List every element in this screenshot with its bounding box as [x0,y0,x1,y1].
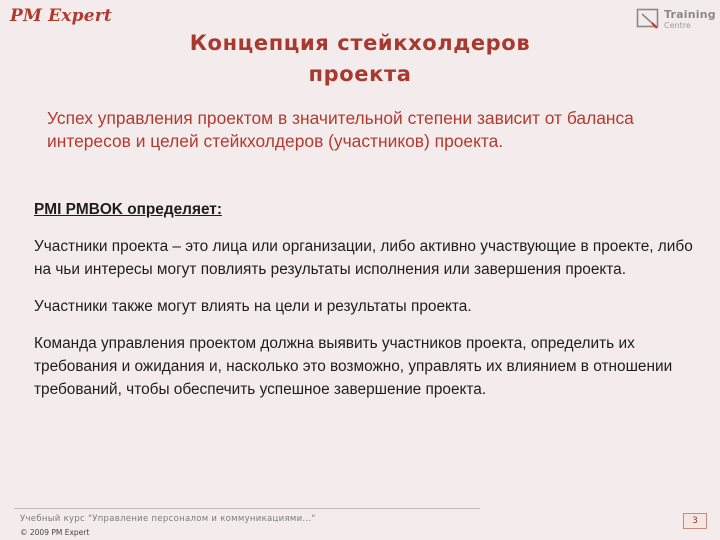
training-logo-line1: Training [664,8,716,21]
body-paragraph: Команда управления проектом должна выявить участников проекта, определить их требования и ожидания и, насколько это возможно, управлять их влиянием в отношении требований, чтобы обеспечить успешное завершение проекта. [34,335,673,398]
footer-course-title: Учебный курс "Управление персоналом и коммуникациями..." [20,514,316,524]
body-paragraph: Участники проекта – это лица или организации, либо активно участвующие в проекте, либо на чьи интересы могут повлиять результаты исполнения или завершения проекта. [34,238,693,278]
intro-text: Успех управления проектом в значительной степени зависит от баланса интересов и целей стейкхолдеров (участников) проекта. [47,108,634,151]
training-logo-line2: Centre [664,21,691,30]
footer-copyright: © 2009 PM Expert [20,528,90,537]
training-centre-logo [636,8,716,32]
body-paragraph: Участники также могут влиять на цели и результаты проекта. [34,298,472,315]
slide-title [120,28,600,90]
body-text [34,198,694,415]
training-centre-icon [636,8,660,30]
page-number: 3 [683,513,707,529]
footer-divider [14,508,480,509]
slide-title-line1: Концепция стейкхолдеров [189,31,531,55]
pm-expert-logo: PM Expert [10,6,112,26]
slide-title-line2: проекта [308,62,412,86]
pmbok-heading: PMI PMBOK определяет: [34,201,222,218]
